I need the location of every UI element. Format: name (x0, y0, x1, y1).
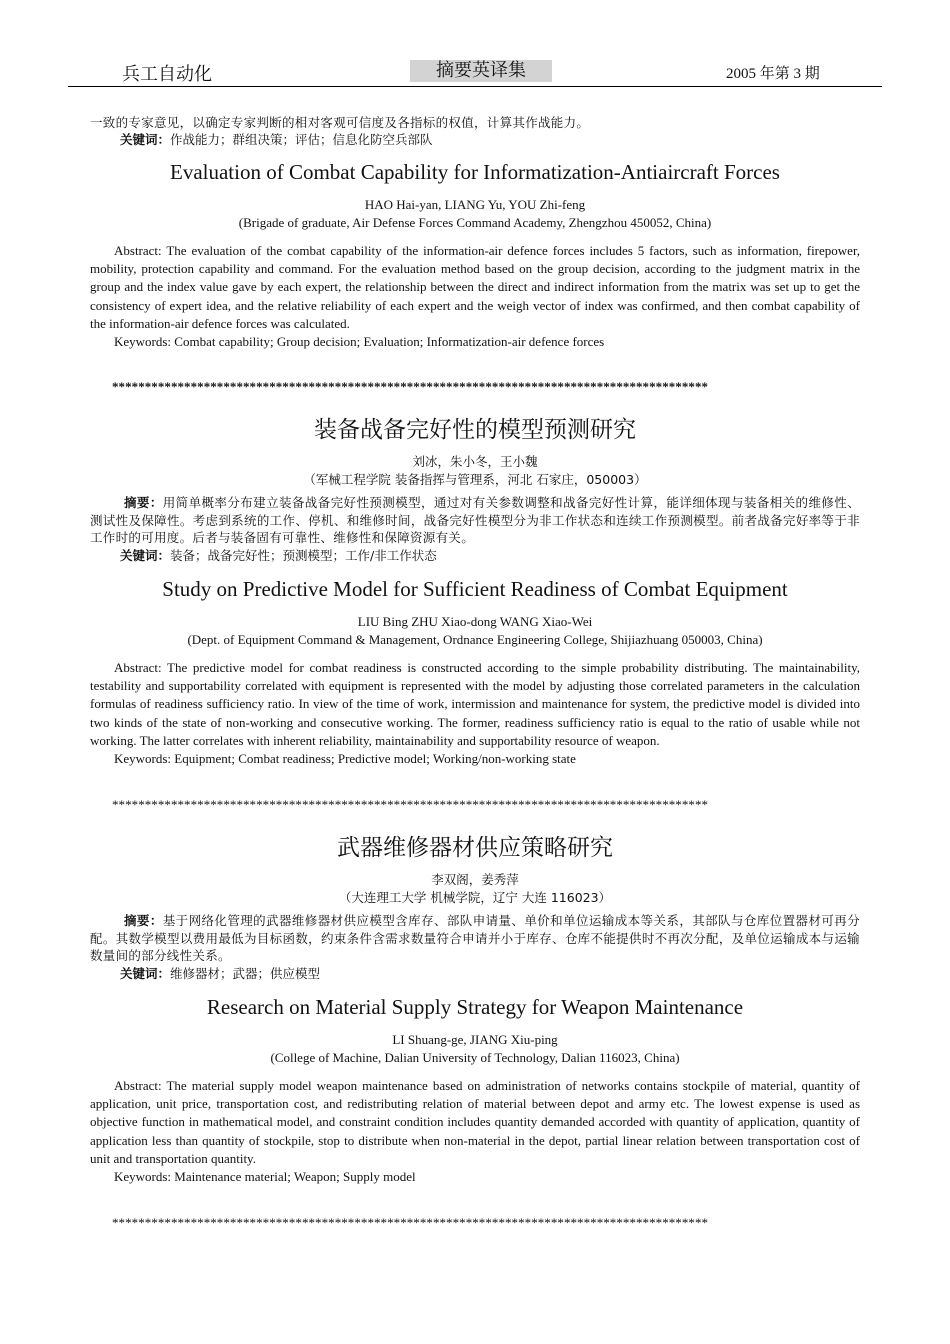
article-affiliation-en: (Dept. of Equipment Command & Management, Ordnance Engineering College, Shijiazhuang 050003, China) (187, 632, 763, 647)
article-abstract-en-block (90, 659, 860, 768)
issue-label: 2005 年第 3 期 (726, 66, 820, 82)
article-keywords-en: Keywords: Maintenance material; Weapon; Supply model (114, 1169, 416, 1185)
article-affiliation-cn: （大连理工大学 机械学院，辽宁 大连 116023） (338, 890, 612, 905)
article-title-en: Evaluation of Combat Capability for Informatization-Antiaircraft Forces (170, 160, 780, 184)
article-title-en: Study on Predictive Model for Sufficient Readiness of Combat Equipment (162, 577, 788, 601)
keywords-text: 维修器材；武器；供应模型 (170, 965, 321, 981)
article-authors-en: LIU Bing ZHU Xiao-dong WANG Xiao-Wei (357, 614, 593, 629)
article-authors-cn: 刘冰，朱小冬，王小魏 (412, 454, 538, 469)
abstract-label: 摘要： (124, 913, 163, 928)
article-affiliation-en: (College of Machine, Dalian University of Technology, Dalian 116023, China) (270, 1050, 680, 1065)
keywords-text: 作战能力；群组决策；评估；信息化防空兵部队 (170, 132, 433, 147)
article-keywords-en: Keywords: Equipment; Combat readiness; Predictive model; Working/non-working state (114, 751, 576, 767)
article-title-en: Research on Material Supply Strategy for Weapon Maintenance (206, 995, 744, 1019)
cn-keywords (90, 547, 860, 564)
cn-keywords (90, 131, 860, 148)
article-abstract-en: Abstract: The evaluation of the combat capability of the information-air defence forces includes 5 factors, such as information, firepower, mobility, protection capability and command. For the evaluation method based on the group decision, according to the judgment matrix in the group and the index value gave by each expert, the relationship between the direct and indirect information from the matrix was set up to get the consistency of expert idea, and the relative reliability of each expert and the weigh vector of index was confirmed, and then combat capability of the information-air defence forces was calculated. (90, 243, 860, 331)
article-keywords-en: Keywords: Combat capability; Group decision; Evaluation; Informatization-air defence forces (114, 334, 605, 350)
page-header (0, 60, 950, 84)
article-abstract-en-block (90, 1077, 860, 1186)
header-rule (68, 86, 882, 87)
article-authors-en: LI Shuang-ge, JIANG Xiu-ping (392, 1032, 558, 1047)
previous-abstract-tail (90, 114, 860, 148)
separator: ******************************************************************************************* (112, 1215, 709, 1230)
journal-name: 兵工自动化 (122, 64, 212, 85)
article-abstract-cn (90, 912, 860, 965)
article-abstract-cn (90, 494, 860, 547)
keywords-label: 关键词： (120, 965, 171, 981)
keywords-label: 关键词： (120, 132, 171, 147)
cn-keywords (90, 965, 860, 982)
article-abstract-en-block (90, 242, 860, 351)
section-label: 摘要英译集 (410, 60, 552, 82)
article-abstract-en: Abstract: The material supply model weapon maintenance based on administration of networks contains stockpile of material, quantity of application, unit price, transportation cost, and redistributing relation of material between depot and army etc. The lowest expense is used as objective function in mathematical model, and constraint condition includes quantity demanded accorded with quantity of application, quantity of application less than quantity of stockpile, stop to distribute when non-material in the depot, partial linear relation between transportation cost of unit and transportation quantity. (90, 1078, 860, 1166)
article-abstract-cn-block (90, 912, 860, 982)
article-authors-cn: 李双阁，姜秀萍 (431, 872, 519, 887)
article-affiliation-en: (Brigade of graduate, Air Defense Forces Command Academy, Zhengzhou 450052, China) (238, 215, 712, 230)
article-abstract-cn-block (90, 494, 860, 564)
abstract-text: 基于网络化管理的武器维修器材供应模型含库存、部队申请量、单价和单位运输成本等关系，其部队与仓库位置器材可再分配。其数学模型以费用最低为目标函数，约束条件含需求数量符合申请并小于库存、仓库不能提供时不再次分配，及单位运输成本与运输数量间的部分线性关系。 (90, 913, 861, 963)
article-title-cn: 武器维修器材供应策略研究 (337, 835, 613, 861)
article-authors-en: HAO Hai-yan, LIANG Yu, YOU Zhi-feng (364, 197, 586, 212)
continued-text: 一致的专家意见，以确定专家判断的相对客观可信度及各指标的权值，计算其作战能力。 (90, 115, 590, 130)
separator: ******************************************************************************************* (112, 379, 709, 394)
keywords-label: 关键词： (120, 547, 171, 563)
article-affiliation-cn: （军械工程学院 装备指挥与管理系，河北 石家庄，050003） (303, 472, 647, 487)
article-abstract-en: Abstract: The predictive model for combat readiness is constructed according to the simple probability distributing. The maintainability, testability and supportability correlated with equipment is represented with the model by adjusting those correlated parameters in the calculation formulas of readiness sufficiency ratio. In view of the time of work, intermission and maintenance for system, the predictive model is divided into two kinds of the state of non-working and consecutive working. The former, readiness sufficiency ratio is equal to the ratio of usable while not working. The latter correlates with inherent reliability, maintainability and supportability resource of weapon. (90, 660, 860, 748)
separator: ******************************************************************************************* (112, 797, 709, 812)
abstract-label: 摘要： (124, 495, 163, 510)
abstract-text: 用简单概率分布建立装备战备完好性预测模型，通过对有关参数调整和战备完好性计算，能详细体现与装备相关的维修性、测试性及保障性。考虑到系统的工作、停机、和维修时间，战备完好性模型分为非工作状态和连续工作预测模型。前者战备完好率等于非工作时的可用度。后者与装备固有可靠性、维修性和保障资源有关。 (90, 495, 861, 545)
article-title-cn: 装备战备完好性的模型预测研究 (314, 417, 636, 443)
keywords-text: 装备；战备完好性；预测模型；工作/非工作状态 (170, 547, 437, 563)
